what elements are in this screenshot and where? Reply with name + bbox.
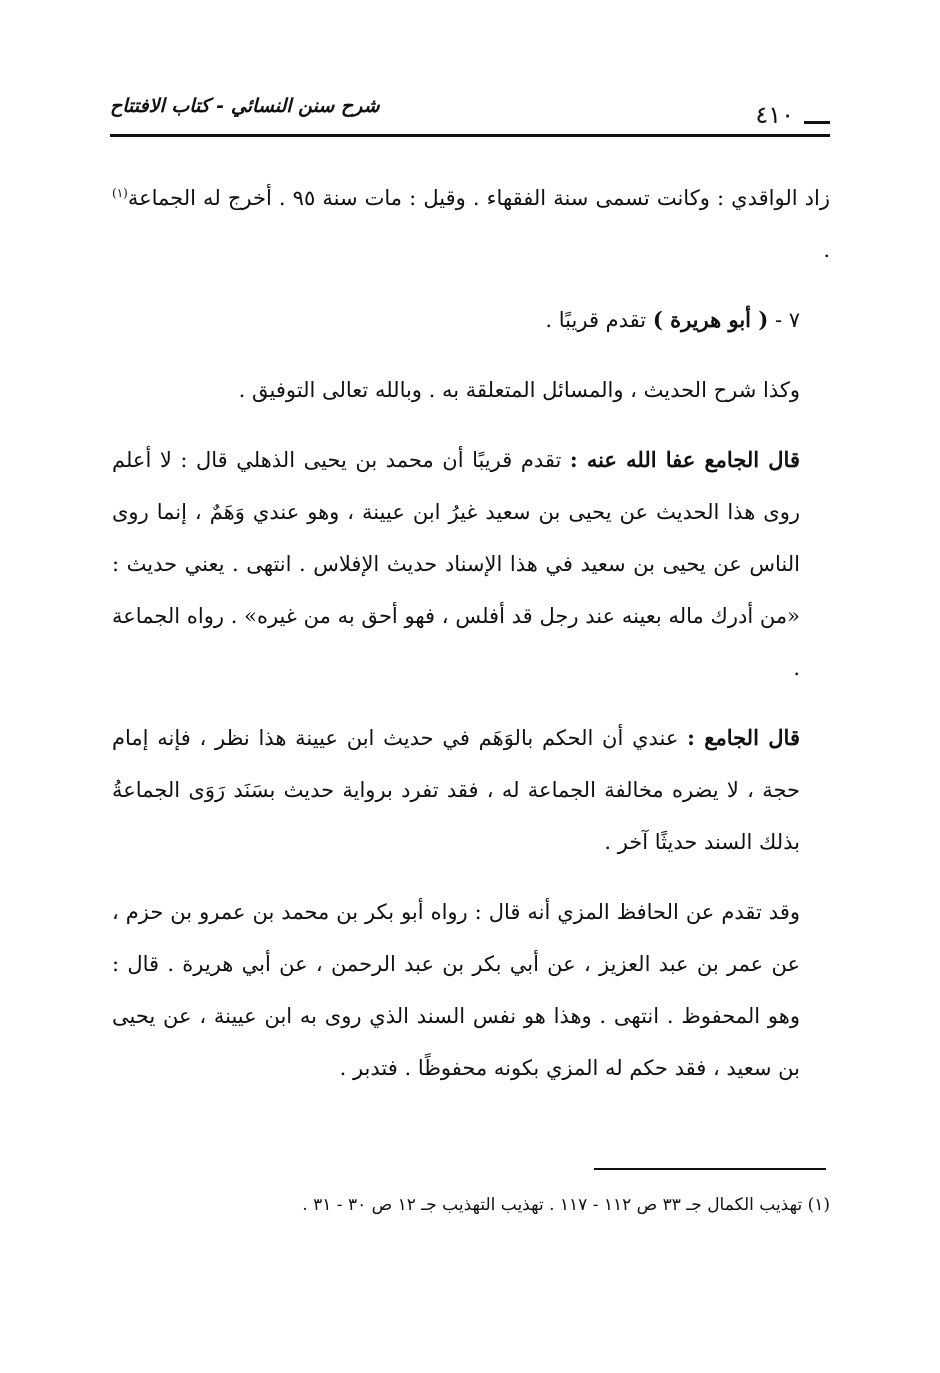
paragraph-text: تقدم قريبًا . — [545, 308, 653, 332]
paragraph-narrator-death — [112, 172, 830, 276]
footnote-rule — [594, 1168, 826, 1170]
paragraph-compiler-note-1 — [112, 434, 830, 694]
paragraph-narrator-7 — [112, 294, 830, 346]
page-number: ٤١٠ — [755, 101, 794, 129]
header-rule — [110, 134, 830, 137]
paragraph-text: وكذا شرح الحديث ، والمسائل المتعلقة به . وبالله تعالى التوفيق . — [238, 378, 800, 402]
paragraph-mizzi — [112, 886, 830, 1094]
footnote: (١) تهذيب الكمال جـ ٣٣ ص ١١٢ - ١١٧ . تهذيب التهذيب جـ ١٢ ص ٣٠ - ٣١ . — [302, 1195, 830, 1215]
paragraph-text: عندي أن الحكم بالوَهَم في حديث ابن عيينة هذا نظر ، فإنه إمام حجة ، لا يضره مخالفة الجماعة له ، فقد تفرد برواية حديث بسَنَد رَوَى الجماعةُ بذلك السند حديثًا آخر . — [112, 726, 800, 854]
compiler-heading: قال الجامع عفا الله عنه : — [569, 447, 800, 472]
main-text — [112, 172, 830, 1094]
footnote-reference: (١) — [112, 186, 128, 200]
paragraph-text: وقد تقدم عن الحافظ المزي أنه قال : رواه أبو بكر بن محمد بن عمرو بن حزم ، عن عمر بن عبد العزيز ، عن أبي بكر بن عبد الرحمن ، عن أبي هريرة . قال : وهو المحفوظ . انتهى . وهذا هو نفس السند الذي روى به ابن عيينة ، عن يحيى بن سعيد ، فقد حكم له المزي بكونه محفوظًا . فتدبر . — [112, 900, 800, 1080]
paragraph-text: زاد الواقدي : وكانت تسمى سنة الفقهاء . وقيل : مات سنة ٩٥ . أخرج له الجماعة — [127, 186, 830, 210]
book-title: شرح سنن النسائي - كتاب الافتتاح — [110, 95, 380, 117]
compiler-heading: قال الجامع : — [687, 725, 800, 750]
paragraph-closing — [112, 364, 830, 416]
page-number-dash — [804, 121, 830, 124]
paragraph-text: تقدم قريبًا أن محمد بن يحيى الذهلي قال : لا أعلم روى هذا الحديث عن يحيى بن سعيد غيرُ ابن عيينة ، وهو عندي وَهَمٌ ، إنما روى الناس عن يحيى بن سعيد في هذا الإسناد حديث الإفلاس . انتهى . يعني حديث : «من أدرك ماله بعينه عند رجل قد أفلس ، فهو أحق به من غيره» . رواه الجماعة . — [112, 448, 800, 680]
paragraph-end: . — [823, 238, 830, 262]
narrator-name: ( أبو هريرة ) — [652, 307, 769, 332]
running-header — [110, 92, 830, 142]
paragraph-compiler-note-2 — [112, 712, 830, 868]
narrator-number: ٧ - — [768, 308, 800, 332]
